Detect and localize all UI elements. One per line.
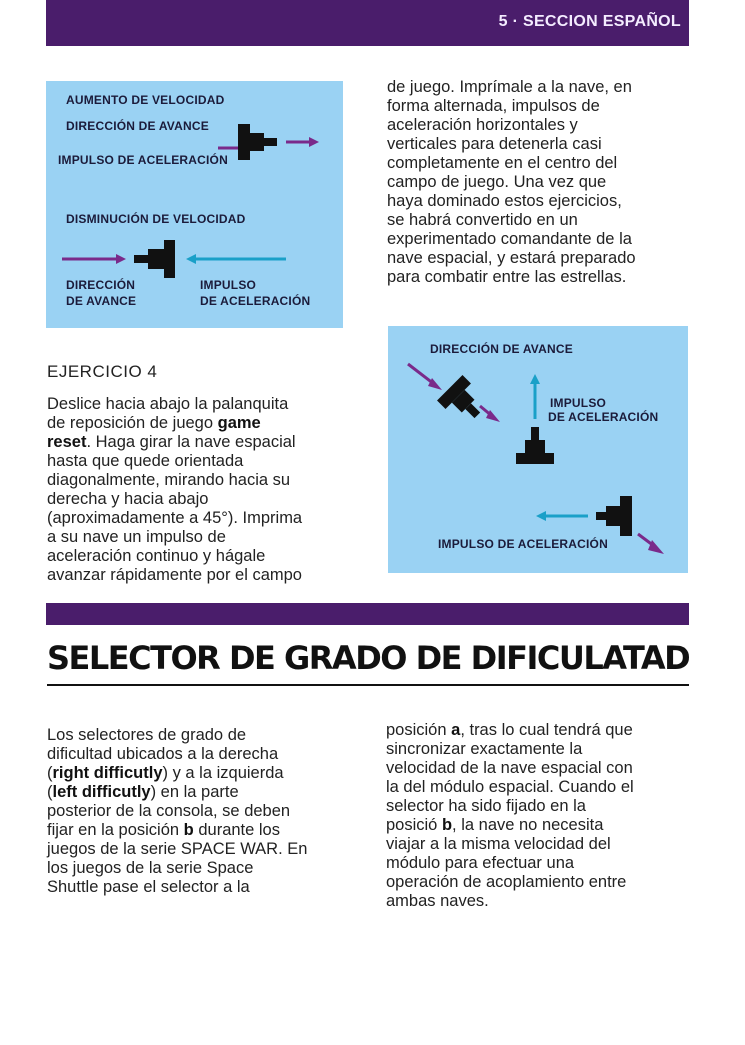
- text-line: campo de juego. Una vez que: [387, 173, 607, 191]
- text-line: velocidad de la nave espacial con: [386, 759, 633, 777]
- text-line: módulo para efectuar una: [386, 854, 575, 872]
- text-line: (aproximadamente a 45°). Imprima: [47, 509, 303, 527]
- text-line: Shuttle pase el selector a la: [47, 878, 250, 896]
- text-line: posterior de la consola, se deben: [47, 802, 291, 820]
- increase-diagram-graphics: [46, 81, 343, 211]
- diagonal-impulse-arrow: [408, 364, 442, 390]
- text-run: (: [47, 764, 53, 782]
- decrease-direction-label-2: DE AVANCE: [66, 294, 137, 308]
- text-line: aceleración horizontales y: [387, 116, 578, 134]
- ship-icon: [437, 375, 490, 428]
- exercise-4-heading: EJERCICIO 4: [47, 362, 158, 381]
- ship-icon: [516, 427, 554, 464]
- text-line: avanzar rápidamente por el campo: [47, 566, 302, 584]
- decrease-diagram-graphics: [46, 231, 343, 281]
- text-run: (: [47, 783, 53, 801]
- text-run: , tras lo cual tendrá que: [460, 721, 633, 739]
- keyword-b: b: [183, 821, 194, 839]
- text-line: ambas naves.: [386, 892, 489, 910]
- decrease-direction-arrow: [62, 254, 126, 264]
- impulse-up-label-1: IMPULSO: [550, 396, 607, 410]
- text-line: aceleración continuo y hágale: [47, 547, 266, 565]
- text-run: posición: [386, 721, 452, 739]
- text-line: juegos de la serie SPACE WAR. En: [47, 840, 308, 858]
- right-column-top-text: [387, 78, 707, 287]
- text-line: [47, 783, 367, 802]
- section-divider-bar: [46, 603, 689, 625]
- text-line: operación de acoplamiento entre: [386, 873, 627, 891]
- section-label: 5 · SECCION ESPAÑOL: [498, 13, 681, 30]
- text-line: [386, 816, 716, 835]
- section-title: SELECTOR DE GRADO DE DIFICULATAD: [47, 639, 690, 677]
- decrease-impulse-label-2: DE ACELERACIÓN: [200, 294, 311, 308]
- text-line: forma alternada, impulsos de: [387, 97, 600, 115]
- keyword-b: b: [441, 816, 453, 834]
- text-line: derecha y hacia abajo: [47, 490, 209, 508]
- text-line: [386, 721, 716, 740]
- text-line: [47, 764, 367, 783]
- ship-icon: [238, 124, 277, 160]
- text-line: de juego. Imprímale a la nave, en: [387, 78, 632, 96]
- diagonal-diagram-graphics: [388, 326, 688, 573]
- difficulty-text-right: [386, 721, 716, 911]
- text-line: [47, 821, 367, 840]
- text-line: viajar a la misma velocidad del: [386, 835, 611, 853]
- text-run: fijar en la posición: [47, 821, 184, 839]
- text-line: verticales para detenerla casi: [387, 135, 602, 153]
- keyword-left-difficulty: left difficutly: [52, 783, 151, 801]
- increase-impulse-label: IMPULSO DE ACELERACIÓN: [58, 153, 228, 167]
- title-rule: [47, 684, 689, 686]
- impulse-up-arrow: [530, 374, 540, 419]
- text-line: selector ha sido fijado en la: [386, 797, 586, 815]
- impulse-bottom-label: IMPULSO DE ACELERACIÓN: [438, 537, 608, 551]
- decrease-impulse-label-1: IMPULSO: [200, 278, 257, 292]
- decrease-direction-label-1: DIRECCIÓN: [66, 278, 136, 292]
- text-line: Deslice hacia abajo la palanquita: [47, 395, 289, 413]
- text-line: diagonalmente, mirando hacia su: [47, 471, 291, 489]
- speed-diagram-panel: [46, 81, 343, 328]
- text-run: ) y a la izquierda: [162, 764, 284, 782]
- text-run: ) en la parte: [150, 783, 239, 801]
- diagonal-diagram-panel: [388, 326, 688, 573]
- ship-icon: [596, 496, 632, 536]
- impulse-left-arrow: [536, 511, 588, 521]
- text-line: para combatir entre las estrellas.: [387, 268, 627, 286]
- difficulty-text-left: [47, 726, 367, 897]
- decrease-title: DISMINUCIÓN DE VELOCIDAD: [66, 212, 246, 226]
- decrease-impulse-arrow: [186, 254, 286, 264]
- increase-title: AUMENTO DE VELOCIDAD: [66, 93, 225, 107]
- text-line: haya dominado estos ejercicios,: [387, 192, 622, 210]
- increase-direction-arrow: [286, 137, 319, 147]
- text-line: dificultad ubicados a la derecha: [47, 745, 279, 763]
- text-line: a su nave un impulso de: [47, 528, 226, 546]
- diagonal-direction-label: DIRECCIÓN DE AVANCE: [430, 342, 573, 356]
- diagonal-direction-arrow: [480, 406, 500, 422]
- bottom-direction-arrow: [638, 534, 664, 554]
- text-run: . Haga girar la nave espacial: [86, 433, 296, 451]
- text-run: durante los: [193, 821, 280, 839]
- impulse-up-label-2: DE ACELERACIÓN: [548, 410, 659, 424]
- ship-icon: [134, 240, 175, 278]
- increase-direction-label: DIRECCIÓN DE AVANCE: [66, 119, 209, 133]
- text-line: sincronizar exactamente la: [386, 740, 583, 758]
- text-line: la del módulo espacial. Cuando el: [386, 778, 634, 796]
- text-line: se habrá convertido en un: [387, 211, 578, 229]
- text-run: , la nave no necesita: [452, 816, 604, 834]
- keyword-right-difficulty: right difficutly: [52, 764, 163, 782]
- text-line: [47, 414, 367, 433]
- text-line: nave espacial, y estará preparado: [387, 249, 636, 267]
- text-run: de reposición de juego: [47, 414, 218, 432]
- text-line: los juegos de la serie Space: [47, 859, 254, 877]
- text-line: Los selectores de grado de: [47, 726, 247, 744]
- keyword-a: a: [451, 721, 461, 739]
- text-line: experimentado comandante de la: [387, 230, 632, 248]
- keyword-reset: reset: [47, 433, 87, 451]
- exercise-4-text: [47, 395, 367, 585]
- text-run: posició: [386, 816, 442, 834]
- text-line: hasta que quede orientada: [47, 452, 244, 470]
- text-line: completamente en el centro del: [387, 154, 618, 172]
- text-line: [47, 433, 367, 452]
- keyword-game: game: [217, 414, 261, 432]
- header-bar: [46, 0, 689, 46]
